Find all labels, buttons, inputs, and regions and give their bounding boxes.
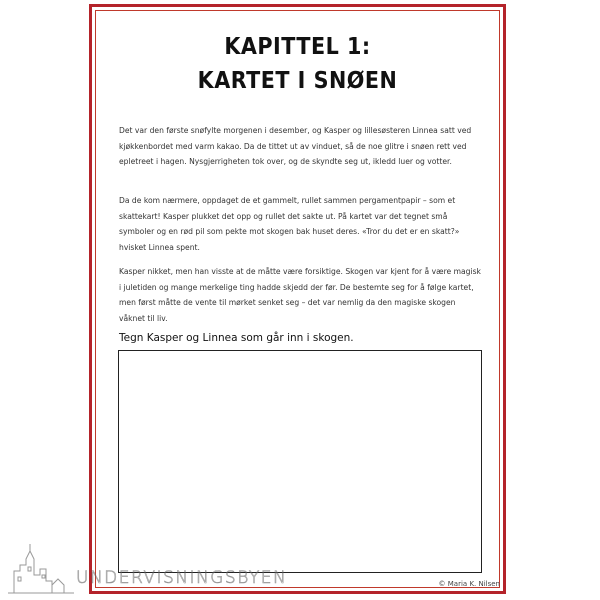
chapter-title-line-1: KAPITTEL 1: xyxy=(224,34,371,60)
watermark-brand-text: UNDERVISNINGSBYEN xyxy=(76,568,288,588)
drawing-instruction: Tegn Kasper og Linnea som går inn i skogen. xyxy=(119,332,354,344)
story-paragraph-2: Da de kom nærmere, oppdaget de et gammelt, rullet sammen pergamentpapir – som et skattekart! Kasper plukket det opp og rullet det sakte ut. På kartet var det tegnet små symboler og en rød pil som pekte mot skogen bak huset deres. «Tror du det er en skatt?» hvisket Linnea spent. xyxy=(119,196,460,252)
chapter-title-line-2: KARTET I SNØEN xyxy=(197,68,398,94)
story-paragraph-1: Det var den første snøfylte morgenen i desember, og Kasper og lillesøsteren Linnea satt ved kjøkkenbordet med varm kakao. Da de tittet ut av vinduet, så de noe glitre i snøen rett ved epletreet i hagen. Nysgjerrigheten tok over, og de skyndte seg ut, ikledd luer og votter. xyxy=(119,126,472,167)
copyright-notice: © Maria K. Nilsen xyxy=(438,580,500,588)
story-paragraph-3: Kasper nikket, men han visste at de måtte være forsiktige. Skogen var kjent for å være magisk i juletiden og mange merkelige ting hadde skjedd der før. De bestemte seg for å følge kartet, men først måtte de vente til mørket senket seg – det var nemlig da den magiske skogen våknet til liv. xyxy=(119,267,481,323)
chapter-title xyxy=(95,30,500,98)
